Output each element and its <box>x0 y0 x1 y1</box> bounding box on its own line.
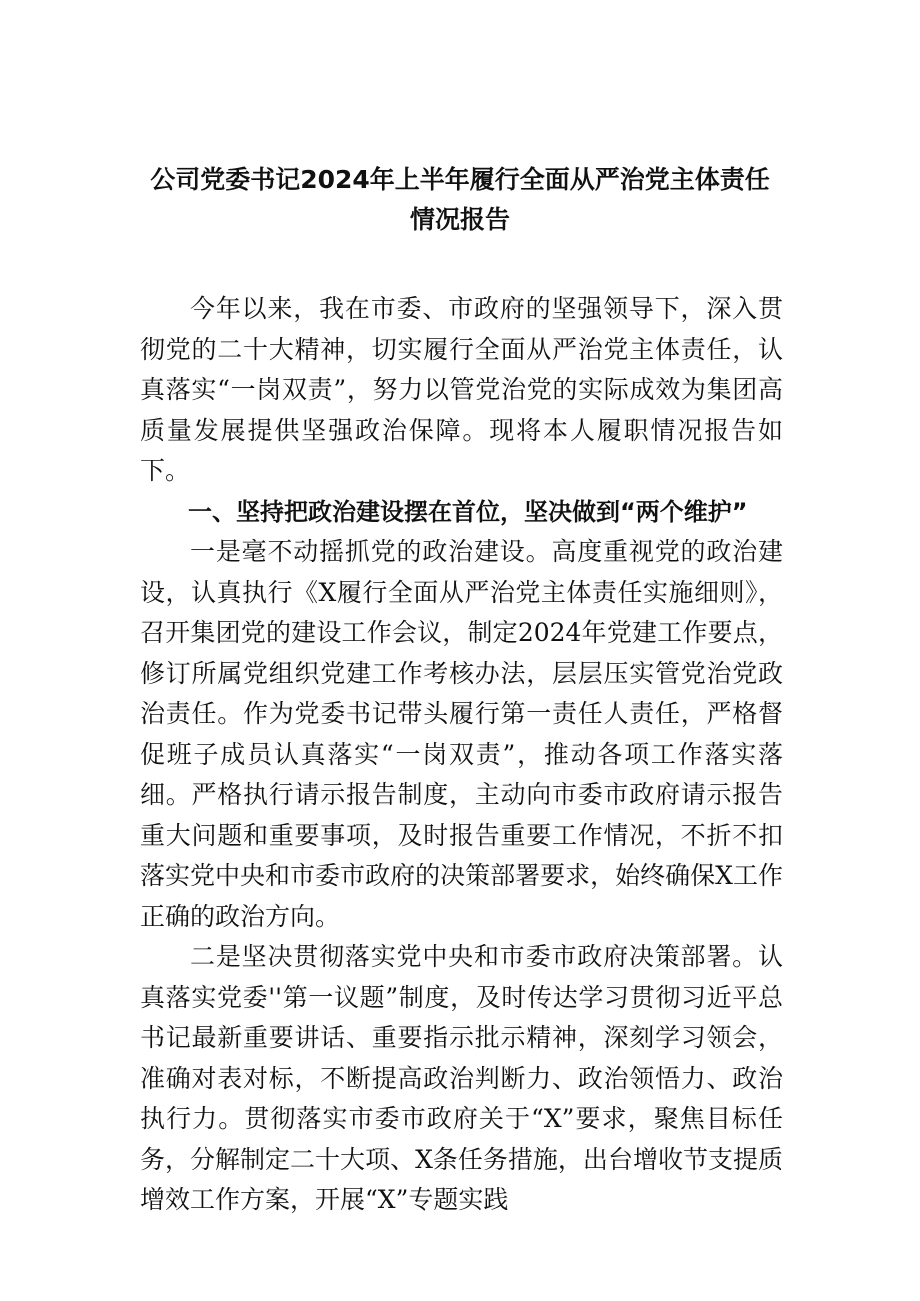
section-heading: 一、坚持把政治建设摆在首位，坚决做到“两个维护” <box>188 497 748 526</box>
document-body <box>140 289 783 1221</box>
intro-paragraph: 今年以来，我在市委、市政府的坚强领导下，深入贯彻党的二十大精神，切实履行全面从严治党主体责任，认真落实“一岗双责”，努力以管党治党的实际成效为集团高质量发展提供坚强政治保障。现将本人履职情况报告如下。 <box>140 294 783 485</box>
body-paragraph-2: 二是坚决贯彻落实党中央和市委市政府决策部署。认真落实党委''第一议题”制度，及时传达学习贯彻习近平总书记最新重要讲话、重要指示批示精神，深刻学习领会，准确对表对标，不断提高政治判断力、政治领悟力、政治执行力。贯彻落实市委市政府关于“X”要求，聚焦目标任务，分解制定二十大项、X条任务措施，出台增收节支提质增效工作方案，开展“X”专题实践 <box>140 942 783 1214</box>
body-paragraph-1: 一是毫不动摇抓党的政治建设。高度重视党的政治建设，认真执行《X履行全面从严治党主体责任实施细则》，召开集团党的建设工作会议，制定2024年党建工作要点，修订所属党组织党建工作考核办法，层层压实管党治党政治责任。作为党委书记带头履行第一责任人责任，严格督促班子成员认真落实“一岗双责”，推动各项工作落实落细。严格执行请示报告制度，主动向市委市政府请示报告重大问题和重要事项，及时报告重要工作情况，不折不扣落实党中央和市委市政府的决策部署要求，始终确保X工作正确的政治方向。 <box>140 537 783 931</box>
document-title: 公司党委书记2024年上半年履行全面从严治党主体责任情况报告 <box>150 165 770 234</box>
